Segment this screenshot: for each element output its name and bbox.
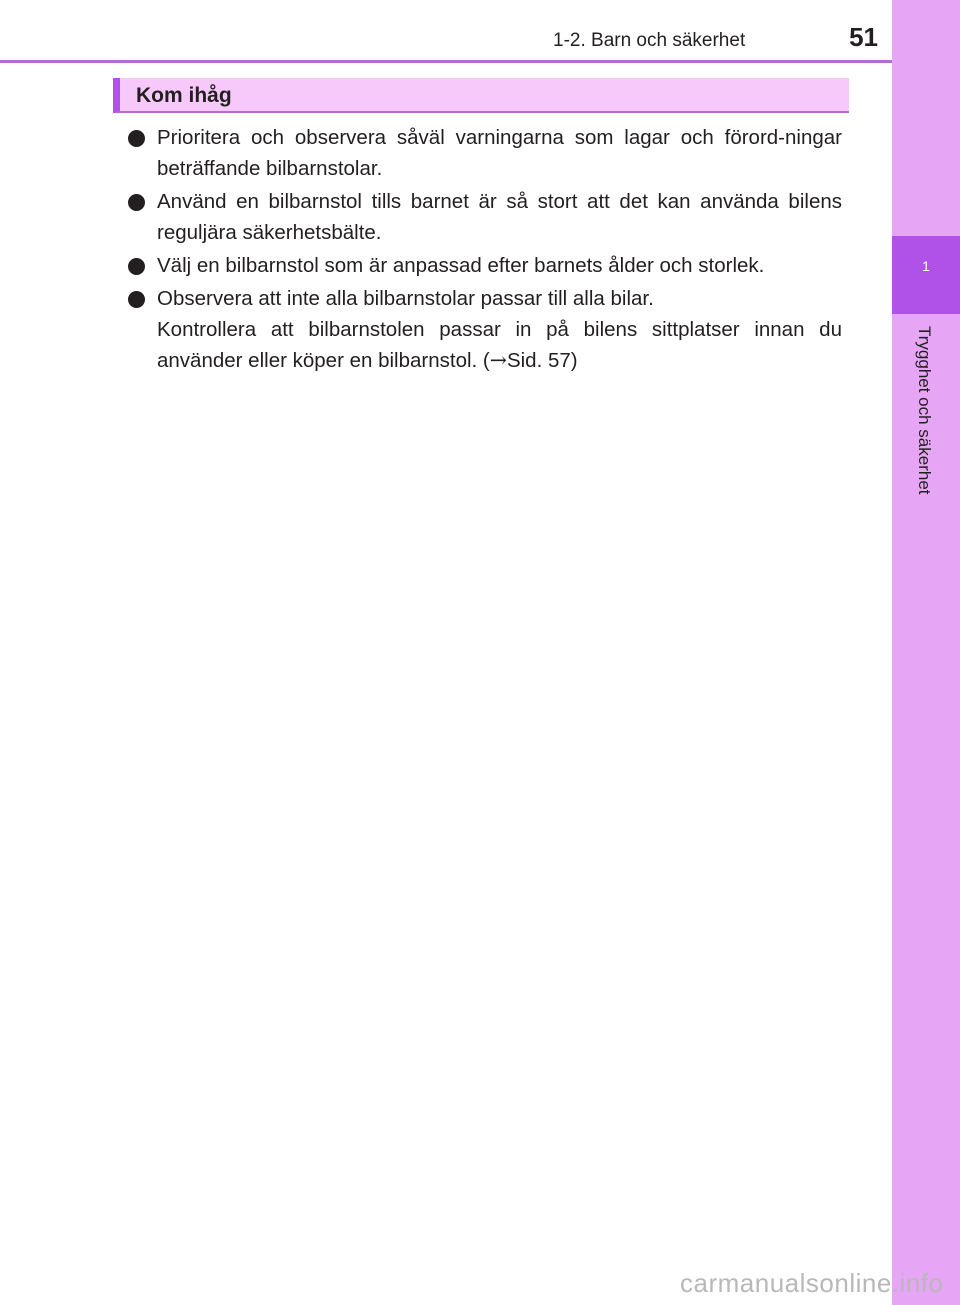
note-list (126, 122, 842, 378)
note-header-bar (113, 78, 849, 113)
list-item-text-continued (157, 314, 842, 376)
list-item (126, 250, 842, 281)
list-item (126, 186, 842, 248)
list-item-text: Välj en bilbarnstol som är anpassad efter barnets ålder och storlek. (157, 254, 765, 277)
bullet-icon (128, 130, 145, 147)
page-number: 51 (849, 22, 878, 52)
list-item (126, 122, 842, 184)
chapter-number: 1 (922, 258, 930, 274)
list-item (126, 283, 842, 376)
bullet-icon (128, 194, 145, 211)
bullet-icon (128, 258, 145, 275)
chapter-side-tab (892, 0, 960, 1305)
list-item-text: Observera att inte alla bilbarnstolar passar till alla bilar. (157, 287, 654, 310)
list-item-text: Använd en bilbarnstol tills barnet är så stort att det kan använda bilens reguljära säkerhetsbälte. (157, 190, 842, 244)
list-item-text: Prioritera och observera såväl varningarna som lagar och förord-ningar beträffande bilbarnstolar. (157, 126, 842, 180)
chapter-number-box (892, 236, 960, 314)
arrow-right-icon: → (489, 348, 507, 372)
header-divider (0, 60, 892, 63)
chapter-label: Trygghet och säkerhet (915, 326, 934, 495)
note-title: Kom ihåg (136, 84, 232, 107)
watermark: carmanualsonline.info (680, 1268, 944, 1298)
section-title: 1-2. Barn och säkerhet (553, 30, 746, 51)
bullet-icon (128, 291, 145, 308)
page-reference-link[interactable]: Sid. 57) (506, 349, 578, 372)
list-item-text-2: Kontrollera att bilbarnstolen passar in på bilens sittplatser innan du använder eller köper en bilbarnstol. ( (157, 318, 842, 372)
